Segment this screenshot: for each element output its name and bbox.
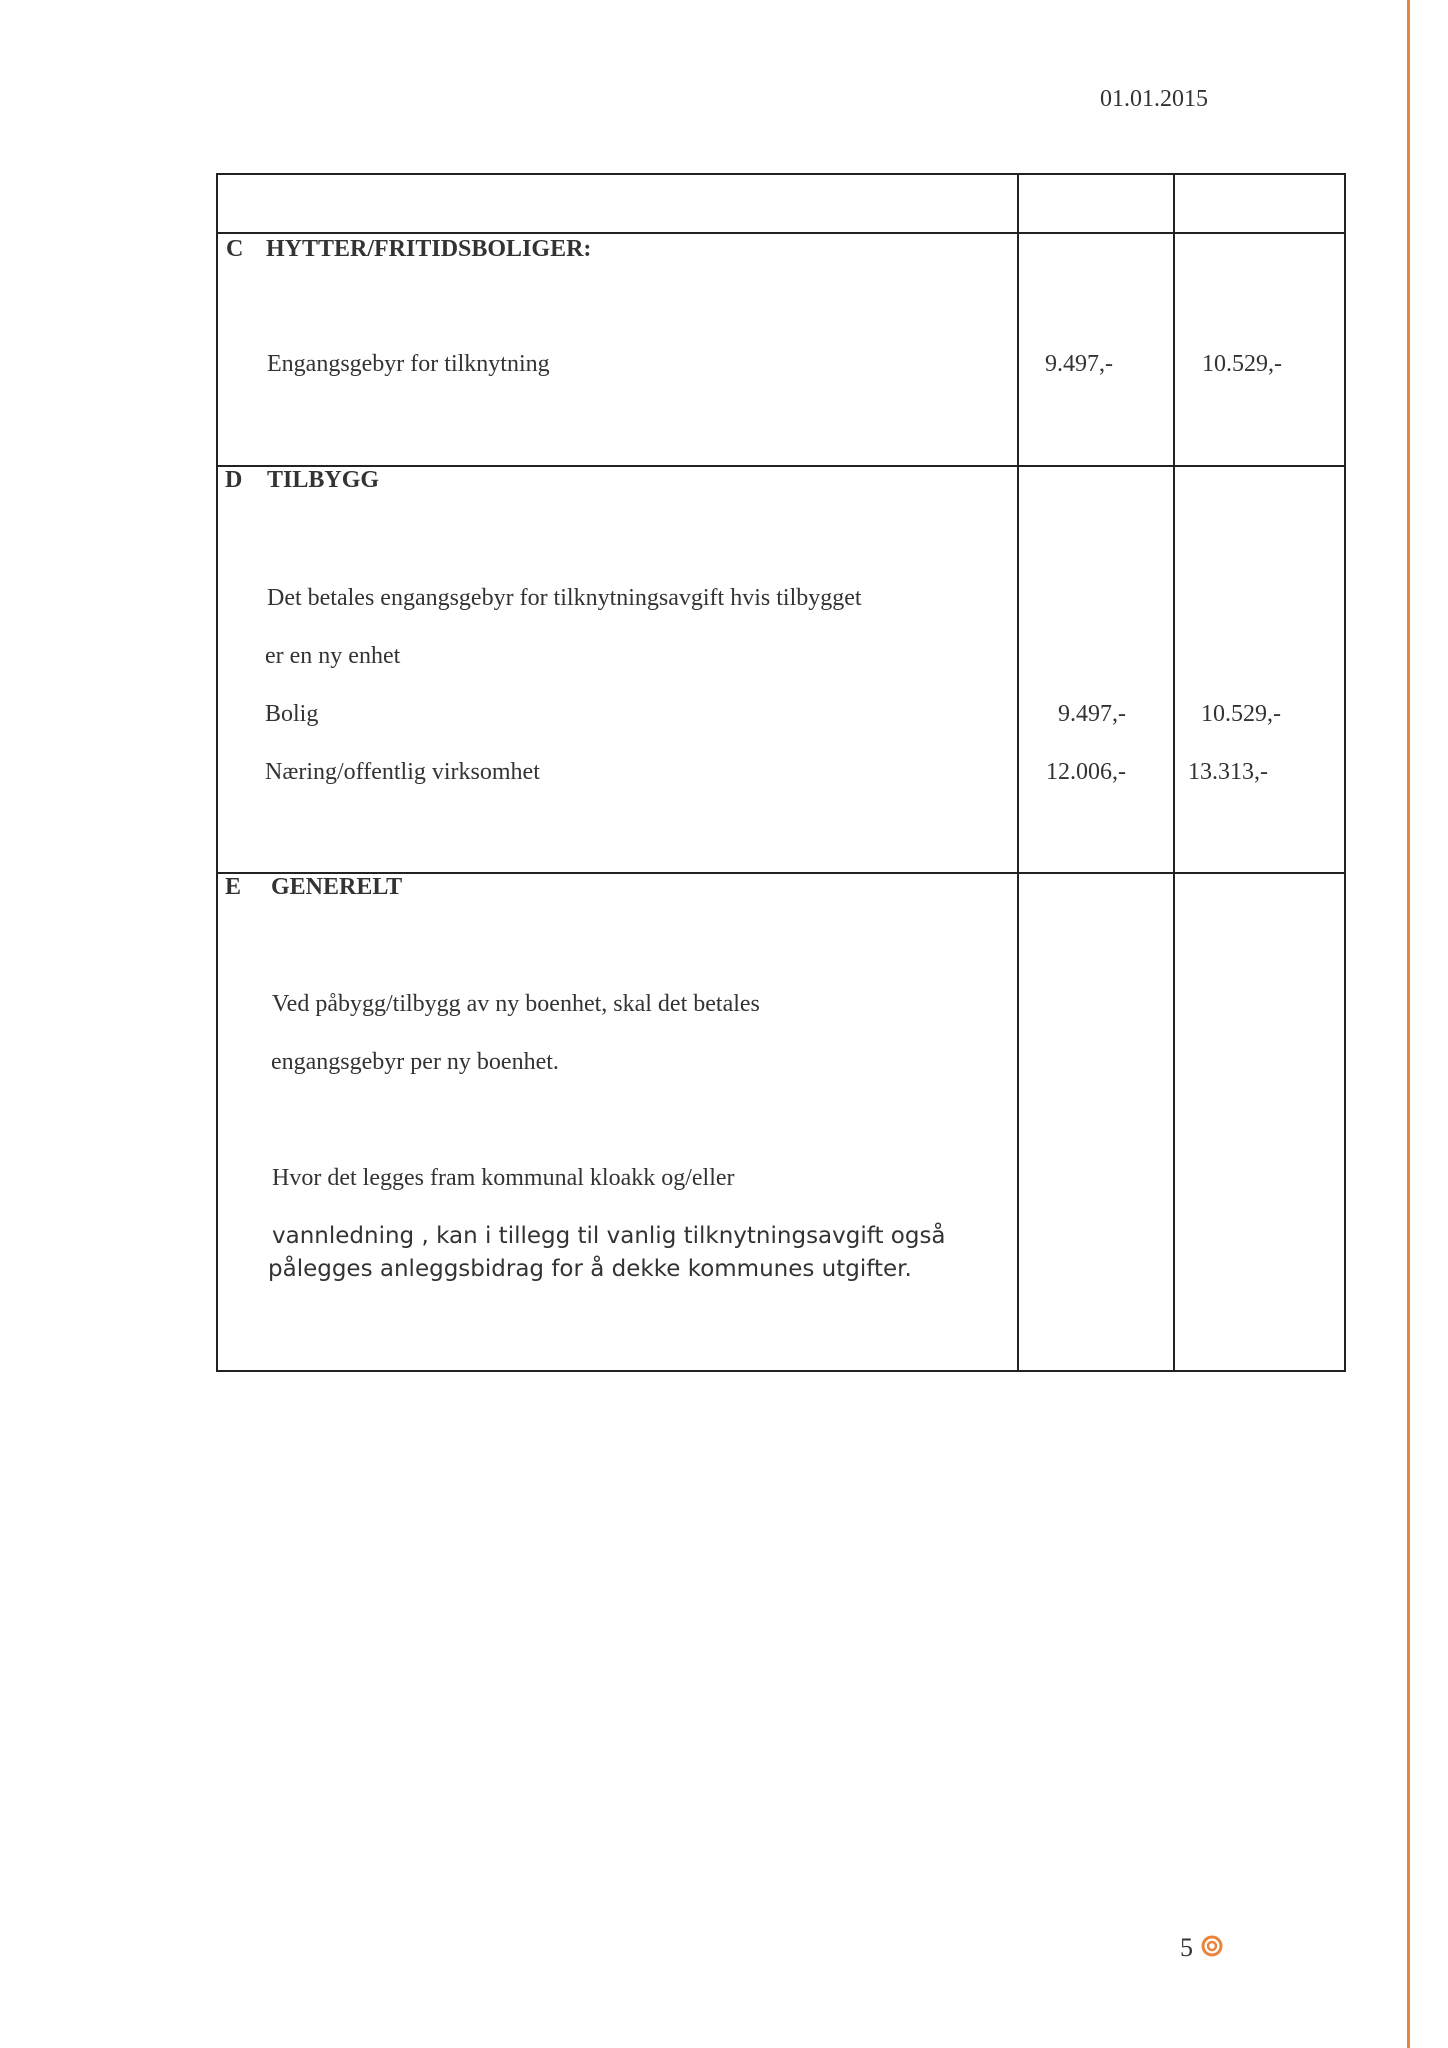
section-d-row-bolig-col2: 10.529,- <box>1201 701 1281 727</box>
section-e-line-5: pålegges anleggsbidrag for å dekke kommunes utgifter. <box>268 1256 912 1282</box>
section-e-line-4: vannledning , kan i tillegg til vanlig tilknytningsavgift også <box>272 1223 946 1249</box>
page-edge-rule <box>1407 0 1410 2048</box>
section-d-line-2: er en ny enhet <box>265 643 401 669</box>
table-divider-col1 <box>1017 173 1019 1372</box>
page-number: 5 <box>1180 1933 1193 1962</box>
section-e-line-1: Ved påbygg/tilbygg av ny boenhet, skal det betales <box>272 991 760 1017</box>
section-d-line-1: Det betales engangsgebyr for tilknytningsavgift hvis tilbygget <box>267 585 862 611</box>
section-d-row-naering-col2: 13.313,- <box>1188 759 1268 785</box>
table-row-divider-d <box>216 465 1346 467</box>
section-d-row-naering-label: Næring/offentlig virksomhet <box>265 759 540 785</box>
table-border-left <box>216 173 218 1372</box>
section-d-row-naering-col1: 12.006,- <box>1046 759 1126 785</box>
section-c-row-col1: 9.497,- <box>1045 351 1113 377</box>
section-d-letter: D <box>225 467 243 493</box>
section-e-letter: E <box>225 874 242 900</box>
section-d-row-bolig-col1: 9.497,- <box>1058 701 1126 727</box>
section-e-title: GENERELT <box>271 874 403 900</box>
header-date: 01.01.2015 <box>1100 86 1208 112</box>
section-d-title: TILBYGG <box>267 467 380 493</box>
section-c-row-label: Engangsgebyr for tilknytning <box>267 351 550 377</box>
section-c-letter: C <box>226 236 244 262</box>
section-c-title: HYTTER/FRITIDSBOLIGER: <box>266 236 592 262</box>
table-border-right <box>1344 173 1346 1372</box>
table-border-top <box>216 173 1346 175</box>
table-divider-col2 <box>1173 173 1175 1372</box>
section-c-row-col2: 10.529,- <box>1202 351 1282 377</box>
concentric-circle-icon <box>1201 1935 1223 1957</box>
section-e-line-3: Hvor det legges fram kommunal kloakk og/eller <box>272 1165 735 1191</box>
section-e-line-2: engangsgebyr per ny boenhet. <box>271 1049 559 1075</box>
section-d-row-bolig-label: Bolig <box>265 701 319 727</box>
table-border-bottom <box>216 1370 1346 1372</box>
table-row-divider-c <box>216 232 1346 234</box>
